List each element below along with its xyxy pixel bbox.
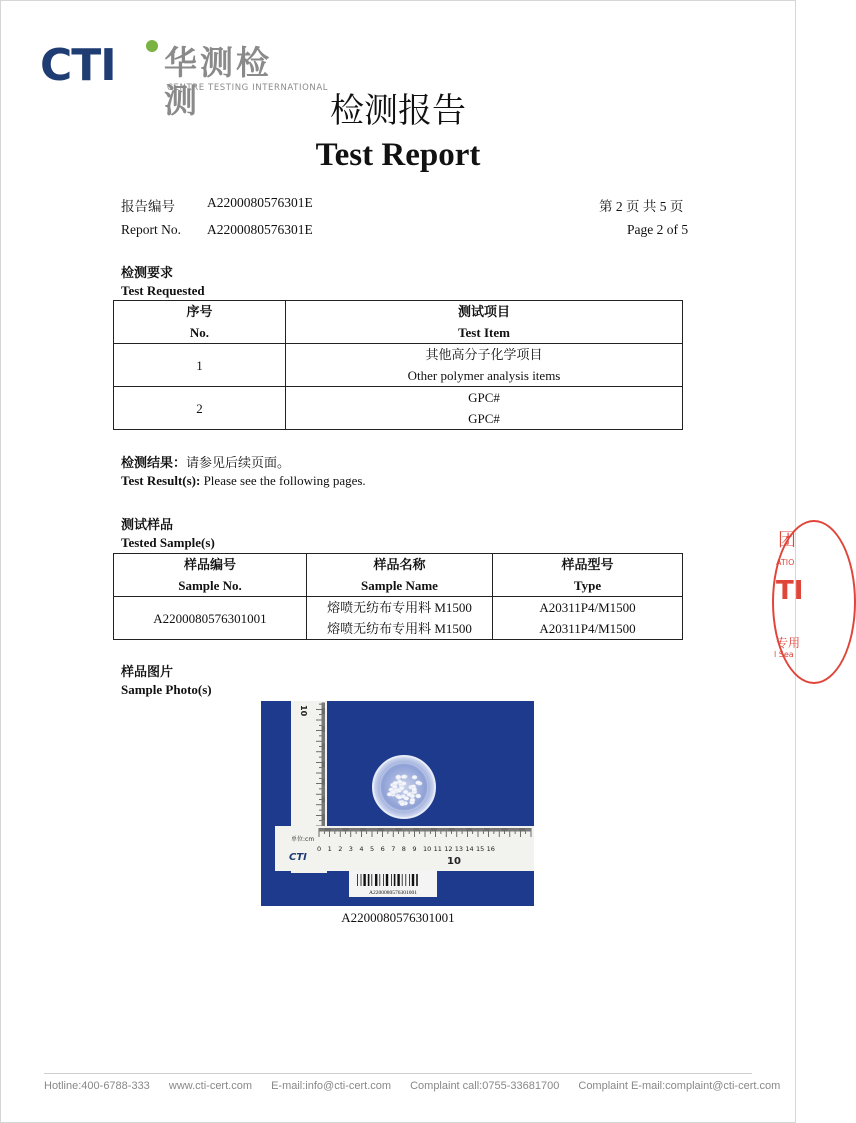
footer-complaint-call: Complaint call:0755-33681700 xyxy=(410,1080,560,1092)
item-en: Other polymer analysis items xyxy=(407,368,561,383)
ruler-tick-label: 6 xyxy=(380,845,385,853)
title-chinese: 检测报告 xyxy=(330,91,466,131)
photo-heading-cn: 样品图片 xyxy=(121,664,174,679)
ruler-tick-label: 2 xyxy=(338,845,343,853)
ruler-tick-label: 0 xyxy=(317,845,322,853)
item-en: GPC# xyxy=(468,411,500,426)
type-line: A20311P4/M1500 xyxy=(539,621,636,636)
footer-divider xyxy=(44,1073,752,1074)
cell-sample-no: A2200080576301001 xyxy=(114,597,307,640)
sample-photo xyxy=(261,701,534,906)
footer-email: E-mail:info@cti-cert.com xyxy=(271,1080,392,1092)
ruler-big-label: 10 xyxy=(447,856,461,867)
stamp-text: ATIO xyxy=(776,558,795,567)
ruler-tick-label: 9 xyxy=(412,845,417,853)
col-header-en: Sample No. xyxy=(178,578,242,593)
report-number-2: A2200080576301E xyxy=(207,222,313,237)
table-row xyxy=(114,387,683,430)
report-no-label-en: Report No. xyxy=(121,222,181,237)
col-header-cn: 样品型号 xyxy=(561,557,614,572)
result-text-cn: 请参见后续页面。 xyxy=(186,455,291,470)
result-label-en: Test Result(s): xyxy=(121,473,201,488)
test-requested-heading-cn: 检测要求 xyxy=(121,265,174,280)
col-header-no xyxy=(114,301,286,344)
stamp-text: 团 xyxy=(778,530,796,551)
col-header-test-item xyxy=(286,301,683,344)
logo-english-name: CENTRE TESTING INTERNATIONAL xyxy=(167,83,329,93)
footer xyxy=(44,1080,781,1092)
photo-heading-en: Sample Photo(s) xyxy=(121,682,212,697)
test-requested-heading-en: Test Requested xyxy=(121,283,205,298)
footer-complaint-email: Complaint E-mail:complaint@cti-cert.com xyxy=(578,1080,781,1092)
col-header-sample-no xyxy=(114,554,307,597)
result-text-en: Please see the following pages. xyxy=(200,473,366,488)
ruler-tick-label: 13 xyxy=(454,845,464,853)
cell-no: 1 xyxy=(114,344,286,387)
ruler-tick-label: 4 xyxy=(359,845,364,853)
col-header-en: No. xyxy=(189,325,210,340)
cell-test-item xyxy=(286,344,683,387)
ruler-tick-label: 10 xyxy=(423,845,432,853)
ruler-tick-label: 15 xyxy=(476,845,485,853)
samples-heading-en: Tested Sample(s) xyxy=(121,535,215,550)
result-label-cn: 检测结果： xyxy=(121,455,187,470)
col-header-en: Type xyxy=(573,578,602,593)
report-number-1: A2200080576301E xyxy=(207,195,313,210)
barcode-text: A2200080576301001 xyxy=(369,890,417,896)
logo-chinese-name: 华测检测 xyxy=(164,43,272,120)
ruler-tick-label: 1 xyxy=(327,845,332,853)
table-row xyxy=(114,344,683,387)
cti-logo xyxy=(40,30,329,120)
cell-test-item xyxy=(286,387,683,430)
ruler-tick-label: 7 xyxy=(391,845,396,853)
photo-caption: A2200080576301001 xyxy=(341,910,455,925)
samples-heading-cn: 测试样品 xyxy=(121,517,174,532)
vertical-big-label: 10 xyxy=(299,705,308,717)
ruler-tick-label: 3 xyxy=(348,845,353,853)
page-number-en: Page 2 of 5 xyxy=(627,222,689,237)
footer-website: www.cti-cert.com xyxy=(168,1080,252,1092)
ruler-tick-label: 12 xyxy=(444,845,453,853)
cell-no: 2 xyxy=(114,387,286,430)
stamp-text: l Sea xyxy=(774,650,794,659)
sample-name-line: 熔喷无纺布专用料 M1500 xyxy=(327,621,472,636)
samples-table xyxy=(113,553,683,640)
sample-photo-image xyxy=(261,701,534,906)
col-header-cn: 样品编号 xyxy=(183,557,236,572)
col-header-en: Sample Name xyxy=(361,578,438,593)
stamp-text: 专用 xyxy=(776,636,801,650)
table-row xyxy=(114,597,683,640)
cell-type xyxy=(493,597,683,640)
stamp-text: TI xyxy=(776,576,804,606)
item-cn: 其他高分子化学项目 xyxy=(425,347,543,362)
table-header-row xyxy=(114,301,683,344)
footer-hotline: Hotline:400-6788-333 xyxy=(44,1080,150,1092)
ruler-tick-label: 5 xyxy=(370,845,375,853)
logo-dot-icon xyxy=(146,40,158,52)
seal-stamp xyxy=(772,520,856,684)
item-cn: GPC# xyxy=(468,390,500,405)
test-requested-table xyxy=(113,300,683,430)
col-header-type xyxy=(493,554,683,597)
ruler-tick-label: 16 xyxy=(486,845,495,853)
table-header-row xyxy=(114,554,683,597)
sample-name-line: 熔喷无纺布专用料 M1500 xyxy=(327,600,472,615)
page-number-cn: 第 2 页 共 5 页 xyxy=(599,199,684,214)
result-line-cn xyxy=(121,452,290,471)
col-header-cn: 测试项目 xyxy=(457,304,510,319)
col-header-cn: 序号 xyxy=(186,304,213,319)
col-header-cn: 样品名称 xyxy=(373,557,426,572)
logo-brand: CTI xyxy=(40,40,116,91)
ruler-brand: CTI xyxy=(289,852,307,863)
col-header-sample-name xyxy=(307,554,493,597)
ruler-tick-label: 8 xyxy=(401,845,406,853)
ruler-tick-label: 14 xyxy=(465,845,474,853)
report-no-label-cn: 报告编号 xyxy=(121,199,175,214)
type-line: A20311P4/M1500 xyxy=(539,600,636,615)
title-english: Test Report xyxy=(315,137,481,173)
ruler-tick-label: 11 xyxy=(433,845,442,853)
ruler-unit-label: 单位:cm xyxy=(291,836,315,843)
cell-sample-name xyxy=(307,597,493,640)
result-line-en xyxy=(121,473,366,489)
col-header-en: Test Item xyxy=(458,325,510,340)
